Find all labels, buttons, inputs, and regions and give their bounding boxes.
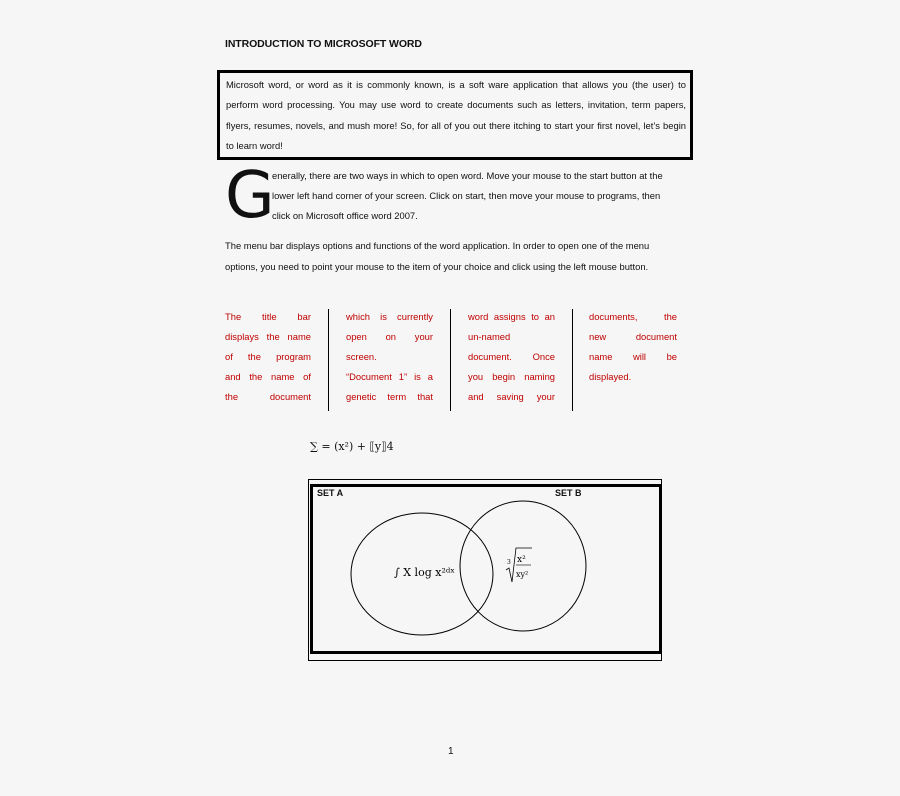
venn-diagram bbox=[310, 484, 660, 654]
column-line: displayed. bbox=[589, 371, 632, 383]
four-column-section bbox=[225, 307, 677, 411]
column-4 bbox=[589, 307, 677, 411]
column-line: and saving your bbox=[468, 391, 555, 403]
root-index: 3 bbox=[507, 559, 511, 566]
column-divider bbox=[450, 309, 451, 411]
column-line: name will be bbox=[589, 351, 677, 363]
page-number: 1 bbox=[448, 746, 454, 757]
drop-cap-letter: G bbox=[225, 159, 275, 233]
set-b-circle bbox=[460, 501, 586, 631]
sum-formula: ∑ = (x²) + ⟦y⟧4 bbox=[310, 440, 394, 453]
set-a-label: SET A bbox=[317, 488, 344, 498]
column-1 bbox=[225, 307, 311, 411]
column-line: genetic term that bbox=[346, 391, 433, 403]
column-2 bbox=[346, 307, 433, 411]
column-line: un-named bbox=[468, 331, 511, 343]
menu-bar-paragraph: The menu bar displays options and functions of the word application. In order to open one of the menu options, you need to point your mouse to the item of your choice and click using the left mouse button. bbox=[225, 240, 650, 272]
integral-expression: ∫ X log x²ᵈˣ bbox=[394, 566, 455, 579]
column-line: “Document 1” is a bbox=[346, 371, 433, 383]
set-b-label: SET B bbox=[555, 488, 582, 498]
column-line: displays the name bbox=[225, 331, 311, 343]
column-3 bbox=[468, 307, 555, 411]
intro-paragraph: Microsoft word, or word as it is commonly known, is a soft ware application that allows you (the user) to perform word processing. You may use word to create documents such as letters, invitation, term papers, flyers, resumes, novels, and mush more! So, for all of you out there itching to start your first novel, let’s begin to learn word! bbox=[226, 79, 686, 152]
column-line: The title bar bbox=[225, 311, 311, 322]
column-line: document. Once bbox=[468, 351, 555, 363]
root-numerator: x² bbox=[517, 555, 526, 565]
column-line: screen. bbox=[346, 351, 377, 363]
column-line: open on your bbox=[346, 331, 433, 343]
column-divider bbox=[572, 309, 573, 411]
column-line: and the name of bbox=[225, 371, 311, 383]
column-line: new document bbox=[589, 331, 677, 343]
column-divider bbox=[328, 309, 329, 411]
document-title: INTRODUCTION TO MICROSOFT WORD bbox=[225, 38, 422, 50]
column-line: the document bbox=[225, 391, 311, 403]
column-line: of the program bbox=[225, 351, 311, 363]
column-line: documents, the bbox=[589, 311, 677, 322]
drop-cap-paragraph: enerally, there are two ways in which to open word. Move your mouse to the start button at the lower left hand corner of your screen. Click on start, then move your mouse to programs, then click on Microsoft office word 2007. bbox=[272, 170, 663, 222]
column-line: you begin naming bbox=[468, 371, 555, 383]
root-denominator: xy² bbox=[516, 570, 529, 579]
intro-text-box bbox=[217, 70, 693, 160]
column-line: which is currently bbox=[346, 311, 433, 322]
cube-root-expression bbox=[506, 548, 532, 582]
column-line: word assigns to an bbox=[468, 311, 555, 322]
